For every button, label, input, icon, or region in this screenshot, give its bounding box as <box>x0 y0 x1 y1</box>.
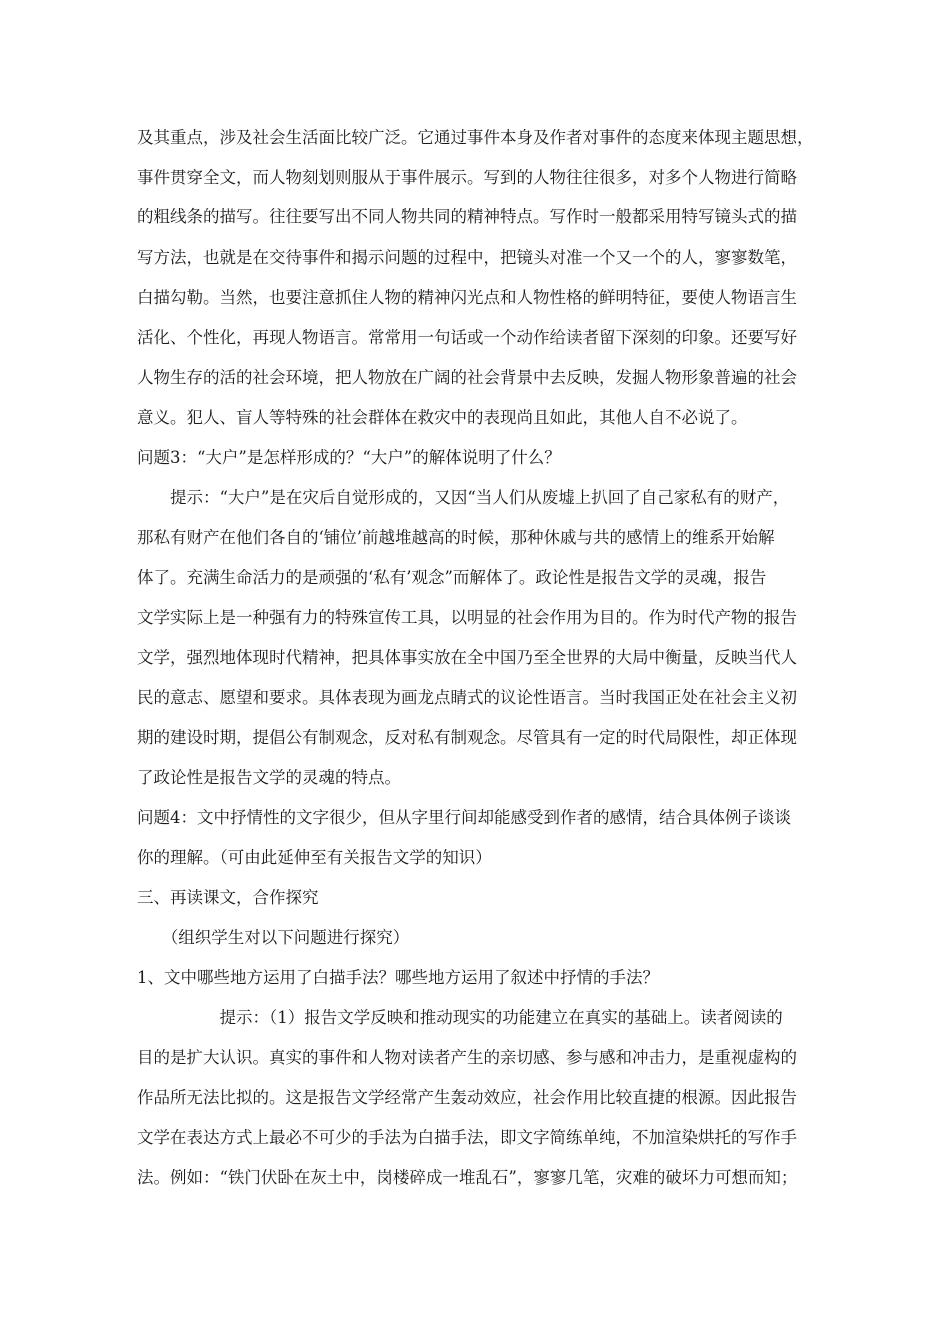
text-line: 事件贯穿全文，而人物刻划则服从于事件展示。写到的人物往往很多，对多个人物进行简略 <box>137 168 797 187</box>
question-heading: 问题3：“大户”是怎样形成的？“大户”的解体说明了什么？ <box>137 448 561 467</box>
question-heading: 问题4：文中抒情性的文字很少，但从字里行间却能感受到作者的感情，结合具体例子谈谈 <box>137 808 791 827</box>
text-line: 人物生存的活的社会环境，把人物放在广阔的社会背景中去反映，发掘人物形象普遍的社会 <box>137 368 797 387</box>
text-line: 提示：“大户”是在灾后自觉形成的，又因“当人们从废墟上扒回了自己家私有的财产， <box>137 488 790 507</box>
text-line: 文学在表达方式上最必不可少的手法为白描手法，即文字简练单纯，不加渲染烘托的写作手 <box>137 1128 797 1147</box>
text-line: 民的意志、愿望和要求。具体表现为画龙点睛式的议论性语言。当时我国正处在社会主义初 <box>137 688 797 707</box>
text-line: 作品所无法比拟的。这是报告文学经常产生轰动效应，社会作用比较直捷的根源。因此报告 <box>137 1088 797 1107</box>
text-line: 期的建设时期，提倡公有制观念，反对私有制观念。尽管具有一定的时代局限性，却正体现 <box>137 728 797 747</box>
text-line: 意义。犯人、盲人等特殊的社会群体在救灾中的表现尚且如此，其他人自不必说了。 <box>137 408 748 427</box>
section-heading: 三、再读课文，合作探究 <box>137 888 319 907</box>
text-line: 那私有财产在他们各自的‘铺位’前越堆越高的时候，那种休戚与共的感情上的维系开始解 <box>137 528 775 547</box>
text-line: 的粗线条的描写。往往要写出不同人物共同的精神特点。写作时一般都采用特写镜头式的描 <box>137 207 797 226</box>
text-line: 文学实际上是一种强有力的特殊宣传工具，以明显的社会作用为目的。作为时代产物的报告 <box>137 608 797 627</box>
text-line: 体了。充满生命活力的是顽强的‘私有’观念”而解体了。政论性是报告文学的灵魂，报告 <box>137 568 767 587</box>
text-line: 提示：（1）报告文学反映和推动现实的功能建立在真实的基础上。读者阅读的 <box>137 1008 783 1027</box>
question-heading: 1、文中哪些地方运用了白描手法？哪些地方运用了叙述中抒情的手法？ <box>137 968 659 987</box>
text-line: 及其重点，涉及社会生活面比较广泛。它通过事件本身及作者对事件的态度来体现主题思想， <box>137 128 814 147</box>
text-line: 写方法，也就是在交待事件和揭示问题的过程中，把镜头对准一个又一个的人，寥寥数笔， <box>137 248 797 267</box>
text-line: 目的是扩大认识。真实的事件和人物对读者产生的亲切感、参与感和冲击力，是重视虚构的 <box>137 1048 797 1067</box>
text-line: 了政论性是报告文学的灵魂的特点。 <box>137 768 401 787</box>
text-line: 活化、个性化，再现人物语言。常常用一句话或一个动作给读者留下深刻的印象。还要写好 <box>137 328 797 347</box>
text-line: 你的理解。（可由此延伸至有关报告文学的知识） <box>137 848 492 867</box>
text-line: 文学，强烈地体现时代精神，把具体事实放在全中国乃至全世界的大局中衡量，反映当代人 <box>137 648 797 667</box>
text-line: （组织学生对以下问题进行探究） <box>137 928 410 947</box>
text-line: 法。例如：“铁门伏卧在灰土中，岗楼碎成一堆乱石”，寥寥几笔，灾难的破坏力可想而知； <box>137 1168 798 1187</box>
text-line: 白描勾勒。当然，也要注意抓住人物的精神闪光点和人物性格的鲜明特征，要使人物语言生 <box>137 288 797 307</box>
